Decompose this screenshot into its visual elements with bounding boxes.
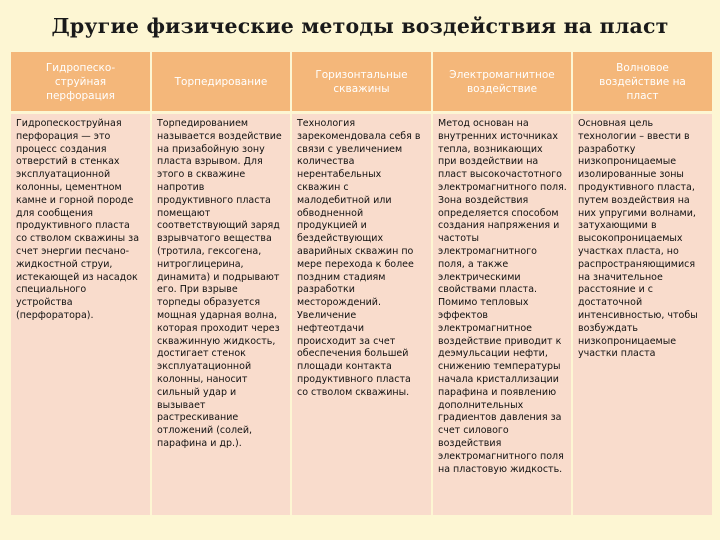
table-cell: Основная цель технологии – ввести в разработку низкопроницаемые изолированные зоны продуктивного пласта, путем воздействия на них упругими волнами, затухающими в высокопроницаемых участках пласта, но распространяющимися на значительное расстояние и с достаточной интенсивностью, чтобы возбуждать низкопроницаемые участки пласта (572, 113, 712, 515)
column-header: Торпедирование (151, 52, 291, 113)
table-cell: Технология зарекомендовала себя в связи с увеличением количества нерентабельных скважин с малодебитной или обводненной продукцией и бездействующих аварийных скважин по мере перехода к более поздним стадиям разработки месторождений. Увеличение нефтеотдачи происходит за счет обеспечения большей площади контакта продуктивного пласта со стволом скважины. (291, 113, 432, 515)
column-header: Волновое воздействие на пласт (572, 52, 712, 113)
table-row (11, 113, 712, 515)
table-cell: Гидропескоструйная перфорация — это процесс создания отверстий в стенках эксплуатационной колонны, цементном камне и горной породе для сообщения продуктивного пласта со стволом скважины за счет энергии песчано- жидкостной струи, истекающей из насадок специального устройства (перфоратора). (11, 113, 151, 515)
column-header: Горизонтальные скважины (291, 52, 432, 113)
column-header: Гидропеско- струйная перфорация (11, 52, 151, 113)
slide-title: Другие физические методы воздействия на пласт (51, 14, 669, 38)
table-cell: Торпедированием называется воздействие на призабойную зону пласта взрывом. Для этого в скважине напротив продуктивного пласта помещают соответствующий заряд взрывчатого вещества (тротила, гексогена, нитроглицерина, динамита) и подрывают его. При взрыве торпеды образуется мощная ударная волна, которая проходит через скважинную жидкость, достигает стенок эксплуатационной колонны, наносит сильный удар и вызывает растрескивание отложений (солей, парафина и др.). (151, 113, 291, 515)
column-header: Электромагнитное воздействие (432, 52, 572, 113)
methods-table (11, 52, 712, 515)
table-cell: Метод основан на внутренних источниках тепла, возникающих при воздействии на пласт высокочастотного электромагнитного поля. Зона воздействия определяется способом создания напряжения и частоты электромагнитного поля, а также электрическими свойствами пласта. Помимо тепловых эффектов электромагнитное воздействие приводит к деэмульсации нефти, снижению температуры начала кристаллизации парафина и появлению дополнительных градиентов давления за счет силового воздействия электромагнитного поля на пластовую жидкость. (432, 113, 572, 515)
header-row (11, 52, 712, 113)
